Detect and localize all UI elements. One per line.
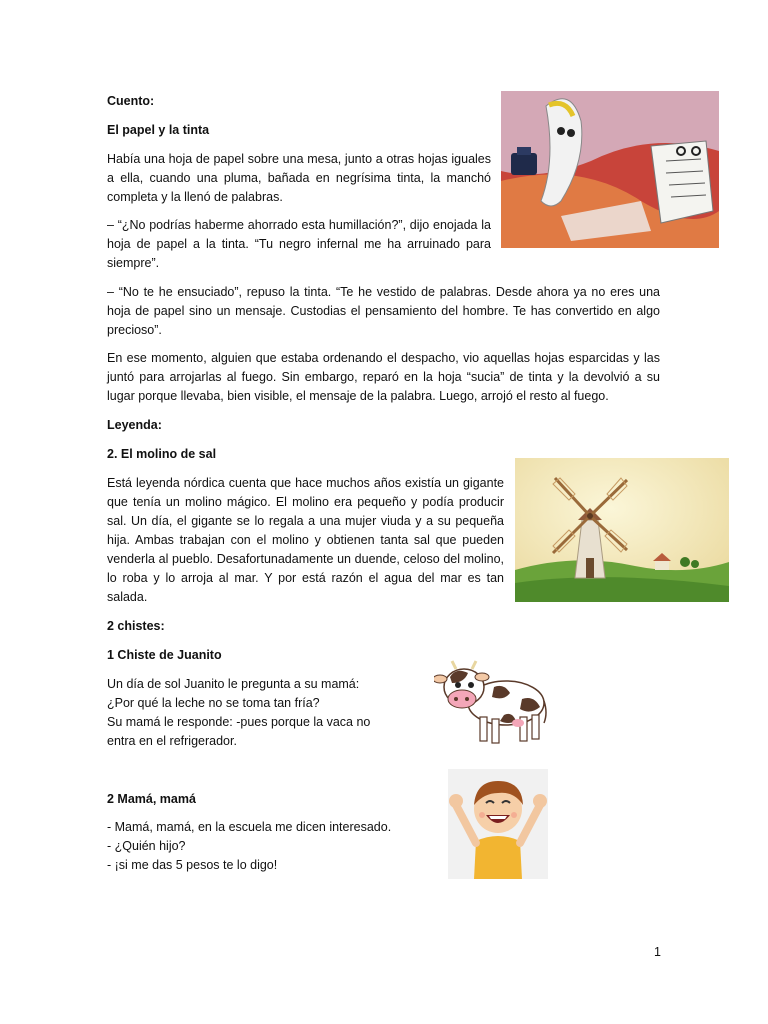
jokes-section-label: 2 chistes: — [107, 619, 165, 633]
page-number: 1 — [654, 945, 661, 959]
windmill-illustration — [515, 458, 729, 602]
joke-line: ¿Por qué la leche no se toma tan fría? — [107, 696, 320, 710]
joke-line: - Mamá, mamá, en la escuela me dicen interesado. — [107, 820, 392, 834]
story-paragraph: – “No te he ensuciado”, repuso la tinta. “Te he vestido de palabras. Desde ahora ya no eres una hoja de papel sino un mensaje. Custodias el pensamiento del hombre. Te has convertido en algo precioso”. — [107, 285, 660, 337]
joke-line: Su mamá le responde: -pues porque la vaca no — [107, 715, 371, 729]
story-paragraph: En ese momento, alguien que estaba ordenando el despacho, vio aquellas hojas esparcidas y las juntó para arrojarlas al fuego. Sin embargo, reparó en la hoja “sucia” de tinta y la devolvió a su lugar porque llevaba, bien visible, el mensaje de la palabra. Luego, arrojó el resto al fuego. — [107, 351, 660, 403]
joke-line: - ¿Quién hijo? — [107, 839, 186, 853]
paper-and-ink-illustration — [501, 91, 719, 248]
joke-line: entra en el refrigerador. — [107, 734, 237, 748]
story-paragraph: – “¿No podrías haberme ahorrado esta humillación?”, dijo enojada la hoja de papel a la tinta. “Tu negro infernal me ha arruinado para siempre”. — [107, 218, 491, 270]
joke-line: Un día de sol Juanito le pregunta a su mamá: — [107, 677, 360, 691]
legend-title: 2. El molino de sal — [107, 447, 217, 461]
happy-boy-illustration — [448, 769, 548, 879]
story-title: El papel y la tinta — [107, 123, 210, 137]
joke1-body — [107, 675, 427, 751]
legend-type-label: Leyenda: — [107, 418, 162, 432]
story-type-label: Cuento: — [107, 94, 155, 108]
joke2-body — [107, 818, 427, 875]
cow-illustration — [434, 657, 548, 749]
joke2-title: 2 Mamá, mamá — [107, 792, 196, 806]
joke1-title: 1 Chiste de Juanito — [107, 648, 222, 662]
joke-line: - ¡si me das 5 pesos te lo digo! — [107, 858, 278, 872]
story-paragraph: Había una hoja de papel sobre una mesa, junto a otras hojas iguales a ella, cuando una pluma, bañada en negrísima tinta, la manchó completa y la llenó de palabras. — [107, 152, 491, 204]
legend-paragraph: Está leyenda nórdica cuenta que hace muchos años existía un gigante que tenía un molino mágico. El molino era pequeño y podía producir sal. Un día, el gigante se lo regala a una mujer viuda y a su pequeña hija. Ambas trabajan con el molino y obtienen tanta sal que pueden venderla al pueblo. Desafortunadamente un duende, celoso del molino, lo roba y lo arroja al mar. Y por está razón el agua del mar es tan salada. — [107, 476, 504, 604]
